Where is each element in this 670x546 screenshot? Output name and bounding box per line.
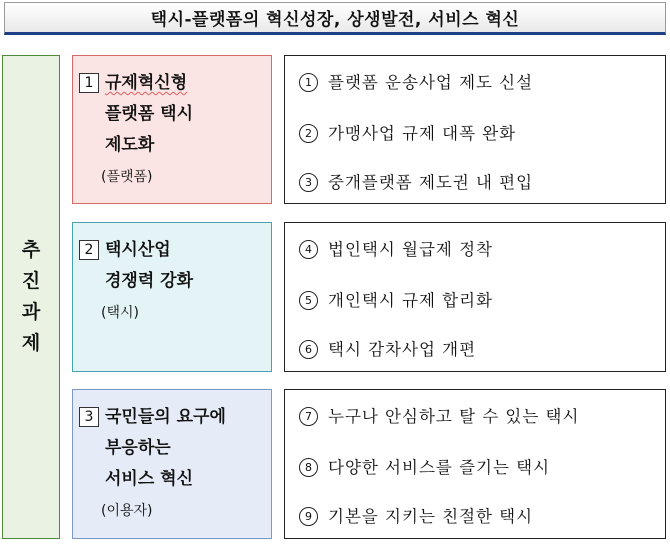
- circle-number-badge: 4: [299, 240, 318, 259]
- task-item-text: 중개플랫폼 제도권 내 편입: [328, 173, 534, 192]
- task-item: [299, 454, 550, 478]
- category-title-text: 규제혁신형: [105, 73, 188, 93]
- task-item-text: 개인택시 규제 합리화: [328, 291, 493, 310]
- square-number-badge: 2: [79, 240, 99, 260]
- category-title-line: [79, 402, 271, 433]
- task-item: [299, 503, 533, 527]
- category-box-2: [72, 222, 272, 372]
- category-title-line: [79, 464, 271, 495]
- task-item-text: 누구나 안심하고 탈 수 있는 택시: [328, 407, 580, 426]
- circle-number-badge: 9: [299, 507, 318, 526]
- task-item: [299, 169, 533, 193]
- task-item: [299, 69, 533, 93]
- category-title-text: 부응하는: [105, 438, 171, 458]
- circle-number-badge: 1: [299, 73, 318, 92]
- category-title-text: 서비스 혁신: [105, 469, 194, 489]
- category-title-text: 제도화: [105, 135, 155, 155]
- side-label: [2, 55, 60, 539]
- square-number-badge: 1: [79, 73, 99, 93]
- task-item: [299, 287, 493, 311]
- square-number-badge: 3: [79, 407, 99, 427]
- task-item-text: 가맹사업 규제 대폭 완화: [328, 124, 517, 143]
- task-item-text: 다양한 서비스를 즐기는 택시: [328, 458, 551, 477]
- category-subtitle: (플랫폼): [101, 169, 153, 185]
- task-item: [299, 236, 493, 260]
- task-item-text: 법인택시 월급제 정착: [328, 240, 493, 259]
- category-title-line: [79, 68, 271, 99]
- category-title-text: 국민들의 요구에: [105, 407, 226, 427]
- circle-number-badge: 7: [299, 407, 318, 426]
- side-label-char: 진: [21, 270, 41, 292]
- category-title-line: [79, 130, 271, 161]
- category-subtitle: (이용자): [101, 503, 153, 519]
- page-title: 택시-플랫폼의 혁신성장, 상생발전, 서비스 혁신: [4, 2, 666, 35]
- task-list-3: [284, 389, 666, 539]
- circle-number-badge: 2: [299, 124, 318, 143]
- side-label-char: 추: [21, 239, 41, 261]
- task-list-1: [284, 55, 666, 204]
- side-label-char: 과: [21, 301, 41, 323]
- side-label-char: 제: [21, 332, 41, 354]
- category-title-line: [79, 99, 271, 130]
- category-title-line: [79, 266, 271, 297]
- category-title-text: 택시산업: [105, 240, 171, 260]
- category-title-line: [79, 235, 271, 266]
- circle-number-badge: 8: [299, 458, 318, 477]
- task-item: [299, 120, 516, 144]
- task-item: [299, 403, 579, 427]
- task-item-text: 기본을 지키는 친절한 택시: [328, 507, 534, 526]
- task-item-text: 플랫폼 운송사업 제도 신설: [328, 73, 534, 92]
- category-box-3: [72, 389, 272, 539]
- task-item: [299, 336, 476, 360]
- circle-number-badge: 3: [299, 173, 318, 192]
- category-box-1: [72, 55, 272, 204]
- task-item-text: 택시 감차사업 개편: [328, 340, 477, 359]
- task-list-2: [284, 222, 666, 372]
- category-title-text: 플랫폼 택시: [105, 104, 194, 124]
- category-subtitle: (택시): [101, 305, 139, 321]
- circle-number-badge: 6: [299, 340, 318, 359]
- category-title-line: [79, 433, 271, 464]
- circle-number-badge: 5: [299, 291, 318, 310]
- category-title-text: 경쟁력 강화: [105, 271, 194, 291]
